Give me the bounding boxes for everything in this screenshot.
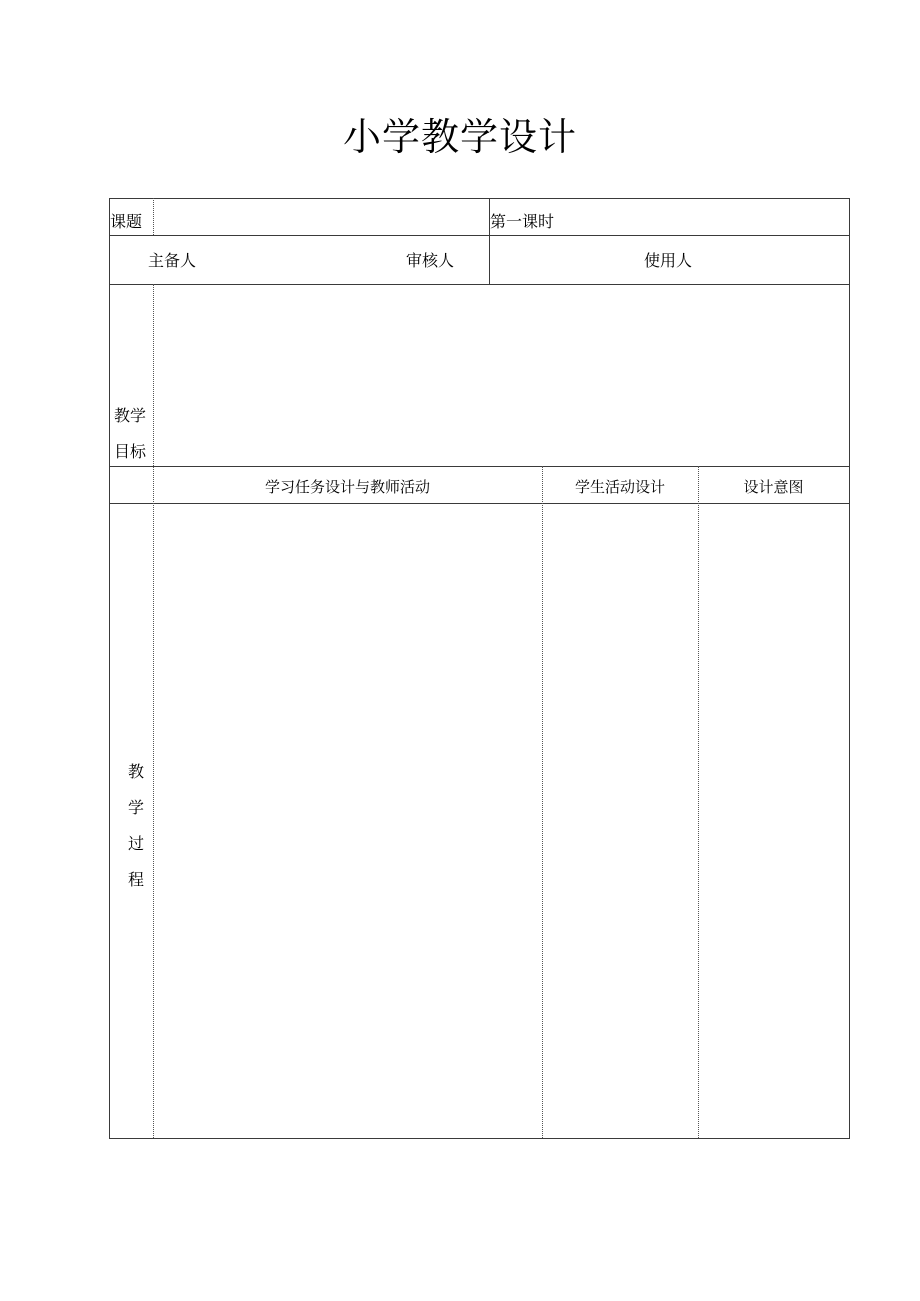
student-activity-area[interactable] [544,506,696,1136]
table-border-right [849,198,850,1139]
lesson-plan-table [109,198,850,1139]
teacher-column-divider [542,466,543,1138]
column-header-design-intent: 设计意图 [743,478,804,496]
process-label-char: 学 [127,798,144,817]
table-border-top [109,198,850,199]
student-column-divider [698,466,699,1138]
table-border-left [109,198,110,1139]
column-header-student-activity: 学生活动设计 [574,478,665,496]
topic-divider [153,198,154,235]
row-divider-3 [109,466,850,467]
process-label-char: 程 [127,870,144,889]
topic-label: 课题 [110,212,143,231]
lesson-period-label: 第一课时 [490,212,555,231]
objectives-label-line1: 教学 [114,406,147,425]
label-column-divider [153,284,154,1138]
row-divider-1 [109,235,850,236]
page-title: 小学教学设计 [342,115,577,159]
table-border-bottom [109,1138,850,1139]
teacher-activity-area[interactable] [155,506,540,1136]
row-divider-2 [109,284,850,285]
design-intent-area[interactable] [700,506,847,1136]
user-label: 使用人 [644,251,693,270]
process-label-char: 教 [127,762,144,781]
process-label [114,754,158,898]
process-label-char: 过 [127,834,144,853]
preparer-label: 主备人 [148,251,197,270]
column-header-teacher-activity: 学习任务设计与教师活动 [264,478,430,496]
objectives-label-line2: 目标 [114,442,147,461]
row-divider-4 [109,503,850,504]
reviewer-label: 审核人 [406,251,455,270]
header-mid-divider [489,198,490,284]
